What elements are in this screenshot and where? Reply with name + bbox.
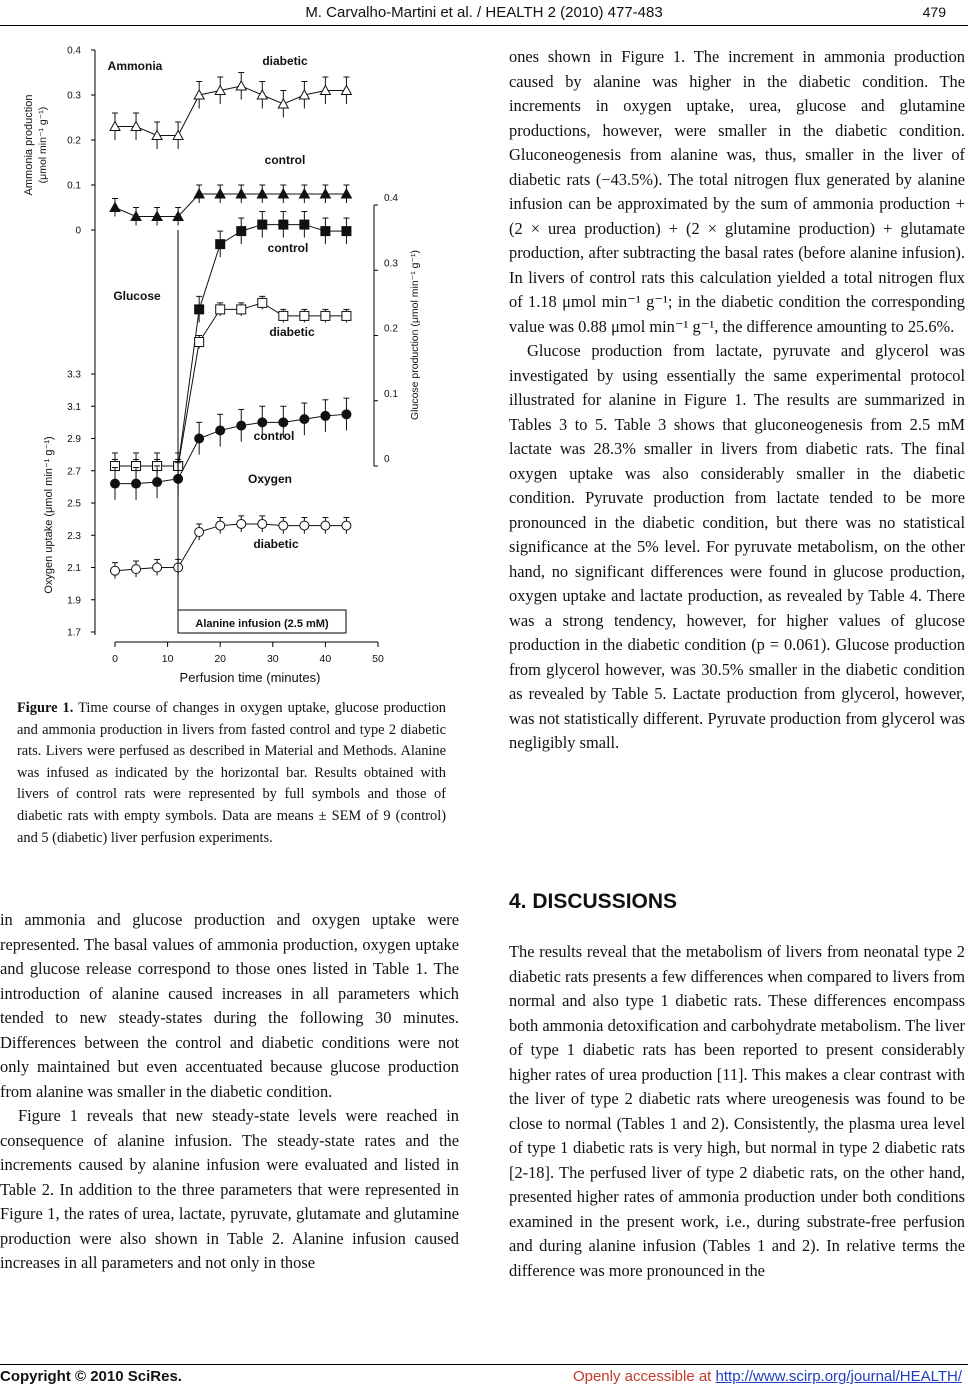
oxygen-control-point [237,421,246,430]
glucose-diabetic-point [321,311,330,320]
ammonia-ytick-label: 0.1 [67,180,81,192]
x-tick-label: 30 [266,653,279,665]
glucose-control-point [321,227,330,236]
x-tick-label: 50 [372,653,384,665]
ammonia-ylabel-units: (μmol min⁻¹ g⁻¹) [37,106,49,184]
oxygen-control-line [115,414,346,483]
oxygen-diabetic-point [321,521,330,530]
glucose-ytick-label: 0.4 [384,193,398,204]
ammonia-ytick-label: 0 [75,225,81,237]
footer-copyright: Copyright © 2010 SciRes. [0,1368,182,1385]
oxygen-control-point [279,418,288,427]
right-column-results [509,45,965,756]
glucose-diabetic-point [342,311,351,320]
left-paragraph-1: in ammonia and glucose production and oxygen uptake were represented. The basal values of ammonia production, oxygen uptake and glucose release correspond to those ones listed in Table 1. The introduction of alanine caused increases in all parameters which tended to new steady-states during the following 30 minutes. Differences between the control and diabetic conditions were not only maintained but even accentuated because glucose production from alanine was smaller in the diabetic condition. [0,910,459,1101]
caption-text: Time course of changes in oxygen uptake, glucose production and ammonia production in livers from fasted control and type 2 diabetic rats. Livers were perfused as described in Material and Methods. Alanine was infused as indicated by the horizontal bar. Results obtained with livers of control rats were represented by full symbols and those of diabetic rats with empty symbols. Data are means ± SEM of 9 (control) and 5 (diabetic) liver perfusion experiments. [17,700,446,846]
glucose-diabetic-point [195,338,204,347]
panel-label-glucose: Glucose [113,289,161,303]
oxygen-diabetic-point [342,521,351,530]
section-heading-discussions: 4. DISCUSSIONS [509,890,678,913]
page-number: 479 [922,4,946,20]
ammonia-diabetic-line [115,86,346,136]
x-tick-label: 0 [112,653,118,665]
glucose-ytick-label: 0.3 [384,258,398,270]
oxygen-diabetic-point [258,519,267,528]
oxygen-ylabel: Oxygen uptake (μmol min⁻¹ g⁻¹) [43,436,55,594]
series-label-control: control [267,241,309,255]
series-label-diabetic: diabetic [253,537,299,551]
glucose-control-point [279,220,288,229]
caption-label: Figure 1. [17,700,74,716]
header-rule [0,25,968,26]
oxygen-control-point [258,418,267,427]
oxygen-ytick-label: 2.5 [67,498,81,510]
oxygen-ytick-label: 1.9 [67,595,81,607]
alanine-infusion-label: Alanine infusion (2.5 mM) [195,618,329,630]
glucose-diabetic-point [237,305,246,314]
oxygen-control-point [153,478,162,487]
x-tick-label: 40 [319,653,332,665]
glucose-ytick-label: 0 [384,454,390,465]
ammonia-ytick-label: 0.3 [67,90,81,102]
glucose-control-point [342,227,351,236]
oxygen-diabetic-point [132,565,141,574]
oxygen-ytick-label: 2.7 [67,466,81,478]
figure-caption [17,698,446,849]
glucose-control-point [216,240,225,249]
oxygen-control-point [216,426,225,435]
ammonia-ytick-label: 0.2 [67,135,81,147]
oxygen-ytick-label: 2.3 [67,530,81,542]
series-label-control: control [264,153,306,167]
ammonia-diabetic-point [257,90,267,99]
x-tick-label: 10 [161,653,174,665]
oxygen-control-point [342,410,351,419]
oxygen-ytick-label: 2.9 [67,434,81,445]
ammonia-control-line [115,194,346,217]
glucose-ytick-label: 0.2 [384,323,398,335]
oxygen-ytick-label: 3.3 [67,369,81,381]
oxygen-diabetic-point [216,521,225,530]
x-axis-title: Perfusion time (minutes) [179,670,321,685]
glucose-control-line [115,225,346,466]
left-column [0,908,459,1276]
oxygen-control-point [321,411,330,420]
glucose-control-point [258,220,267,229]
series-label-diabetic: diabetic [269,325,315,339]
oxygen-control-point [111,479,120,488]
oxygen-control-point [132,479,141,488]
series-label-control: control [253,429,295,443]
oxygen-control-point [195,434,204,443]
oxygen-diabetic-point [237,519,246,528]
ammonia-ytick-label: 0.4 [67,45,81,57]
footer-access [573,1368,962,1385]
glucose-ytick-label: 0.1 [384,388,398,400]
oxygen-ytick-label: 3.1 [67,401,81,413]
oxygen-ytick-label: 1.7 [67,627,81,639]
oxygen-diabetic-point [300,521,309,530]
glucose-diabetic-point [216,305,225,314]
oxygen-diabetic-point [153,563,162,572]
ammonia-diabetic-point [236,81,246,90]
glucose-diabetic-point [279,311,288,320]
oxygen-ytick-label: 2.1 [67,563,81,574]
ammonia-diabetic-point [278,99,288,108]
glucose-control-point [195,305,204,314]
journal-link[interactable]: http://www.scirp.org/journal/HEALTH/ [715,1368,962,1385]
glucose-diabetic-point [300,311,309,320]
glucose-control-point [237,227,246,236]
panel-label-ammonia: Ammonia [107,59,163,73]
glucose-control-point [300,220,309,229]
right-paragraph-1: ones shown in Figure 1. The increment in ammonia production caused by alanine was higher in the diabetic condition. The increments in oxygen uptake, urea, glucose and glutamine productions, however, were smaller in the diabetic condition. Gluconeogenesis from alanine was, thus, smaller in the liver of diabetic rats (−43.5%). The total nitrogen flux generated by alanine infusion can be approximated by the sum of ammonia production + (2 × urea production) + (2 × glutamine production) + glutamate production, after subtracting the basal rates (before alanine infusion). In livers of control rats this calculation yielded a total nitrogen flux of 1.18 μmol min⁻¹ g⁻¹; in the diabetic condition the corresponding value was 0.88 μmol min⁻¹ g⁻¹, the difference amounting to 25.6%. [509,47,965,336]
oxygen-diabetic-point [279,521,288,530]
oxygen-diabetic-point [195,528,204,537]
x-tick-label: 20 [214,653,227,665]
left-paragraph-2: Figure 1 reveals that new steady-state levels were reached in consequence of alanine infusion. The steady-state rates and the increments caused by alanine infusion were evaluated and listed in Table 2. In addition to the three parameters that were represented in Figure 1, the rates of urea, lactate, pyruvate, glutamate and glutamine production were also shown in Table 2. Alanine infusion caused increases in all parameters and not only in those [0,1106,459,1272]
ammonia-ylabel: Ammonia production [23,94,35,196]
running-head: M. Carvalho-Martini et al. / HEALTH 2 (2010) 477-483 [305,4,663,21]
glucose-diabetic-point [258,298,267,307]
oxygen-diabetic-point [111,566,120,575]
series-label-oxygen: Oxygen [247,472,293,486]
glucose-ylabel: Glucose production (μmol min⁻¹ g⁻¹) [409,249,421,421]
footer-rule [0,1364,968,1365]
right-paragraph-2: Glucose production from lactate, pyruvate and glycerol was investigated by using essentially the same experimental protocol illustrated for alanine in Figure 1. The results are summarized in Tables 3 to 5. Table 3 shows that gluconeogenesis from 2.5 mM lactate was 28.3% smaller in livers from diabetic rats. The final oxygen uptake was also considerably smaller in the diabetic condition. Pyruvate production from lactate tended to be more pronounced in the diabetic condition, but there was no statistical significance at the 5% level. For pyruvate metabolism, on the other hand, no significant differences were found in glucose production, oxygen uptake and lactate production, as revealed by Table 4. There was a strong tendency, however, for higher values of glucose production in the diabetic condition (p = 0.061). Glucose production from glycerol however, was 30.5% smaller in the diabetic condition as revealed by Table 5. Lactate production from glycerol, however, was not statistically different. Pyruvate production from glycerol was negligibly small. [509,341,965,752]
right-paragraph-3: The results reveal that the metabolism of livers from neonatal type 2 diabetic rats presents a few differences when compared to livers from normal and also type 1 diabetic rats. These differences encompass both ammonia detoxification and carbohydrate metabolism. The liver of type 1 diabetic rats has been reported to present considerably higher rates of urea production [11]. This makes a clear contrast with the liver of type 2 diabetic rats where ureogenesis was found to be close to normal (Tables 1 and 2). Consistently, the plasma urea level of type 1 diabetic rats is very high, but normal in type 2 diabetic rats [2-18]. The perfused liver of type 2 diabetic rats, on the other hand, presented higher rates of ammonia production under both conditions examined in the present work, i.e., during substrate-free perfusion and during alanine infusion (Tables 1 and 2). In relative terms the difference was more pronounced in the [509,942,965,1280]
oxygen-diabetic-line [115,524,346,571]
right-column-discussion [509,940,965,1283]
ammonia-control-point [110,203,120,212]
footer-access-text: Openly accessible at [572,1368,716,1385]
oxygen-control-point [300,415,309,424]
series-label-diabetic: diabetic [262,54,308,68]
figure-1-chart [0,30,460,695]
